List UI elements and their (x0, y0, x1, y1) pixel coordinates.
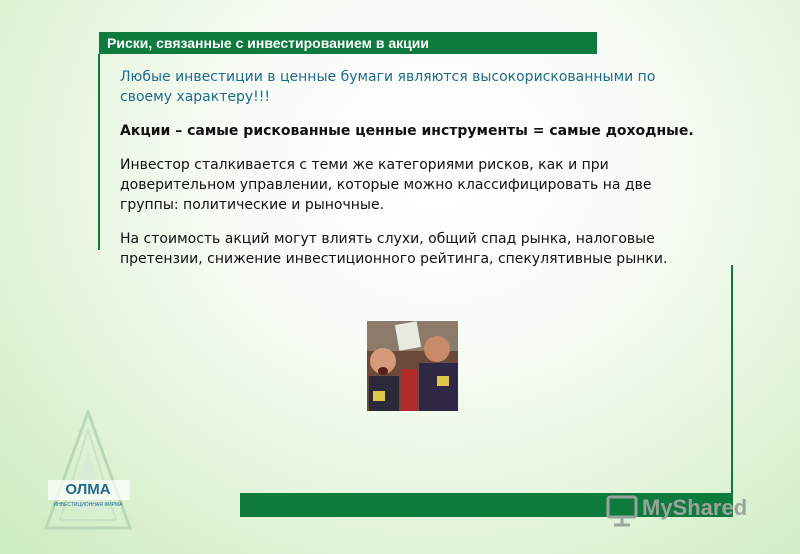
traders-photo (367, 321, 458, 411)
right-divider (731, 265, 733, 493)
slide-content (120, 67, 710, 283)
svg-text:ОЛМА: ОЛМА (65, 481, 111, 498)
paragraph-risk-groups: Инвестор сталкивается с теми же категориями рисков, как и при доверительном управлении, которые можно классифицировать на две группы: политические и рыночные. (120, 157, 652, 213)
svg-text:MyShared: MyShared (642, 495, 748, 520)
olma-logo (42, 410, 134, 530)
svg-text:ИНВЕСТИЦИОННАЯ ФИРМА: ИНВЕСТИЦИОННАЯ ФИРМА (53, 502, 123, 508)
key-statement: Акции – самые рискованные ценные инструменты = самые доходные. (120, 123, 694, 139)
myshared-watermark (606, 491, 766, 531)
paragraph-price-factors: На стоимость акций могут влиять слухи, общий спад рынка, налоговые претензии, снижение инвестиционного рейтинга, спекулятивные рынки. (120, 231, 668, 267)
left-divider (98, 54, 100, 250)
slide-title: Риски, связанные с инвестированием в акции (99, 32, 597, 54)
intro-text: Любые инвестиции в ценные бумаги являются высокорискованными по своему характеру!!! (120, 69, 656, 105)
